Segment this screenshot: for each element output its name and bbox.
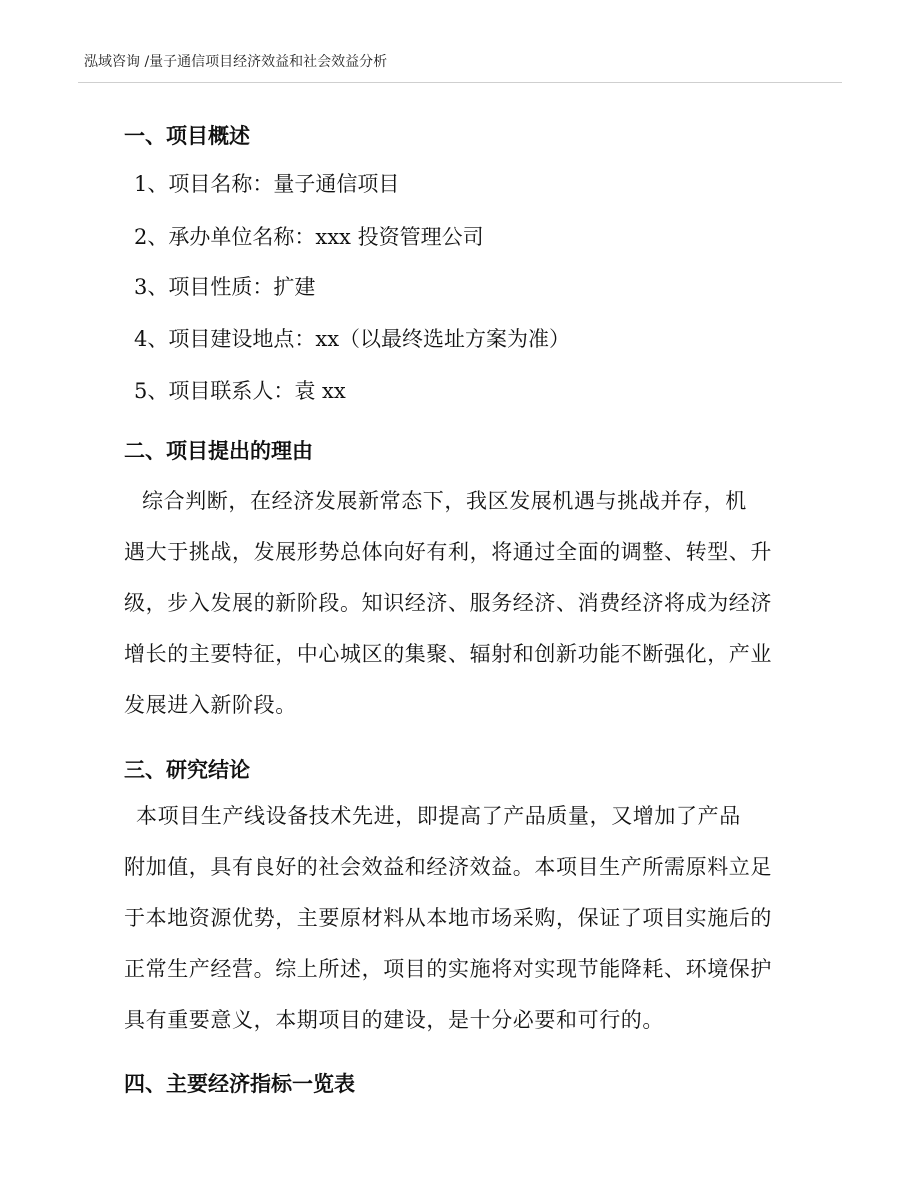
conclusion-line: 附加值，具有良好的社会效益和经济效益。本项目生产所需原料立足 — [124, 855, 772, 879]
section-heading-conclusion: 三、研究结论 — [124, 758, 250, 782]
running-header: 泓域咨询 /量子通信项目经济效益和社会效益分析 — [84, 54, 388, 70]
overview-item-contact: 5、项目联系人：袁 xx — [134, 379, 346, 403]
rationale-line: 级，步入发展的新阶段。知识经济、服务经济、消费经济将成为经济 — [124, 591, 772, 615]
overview-item-location: 4、项目建设地点：xx（以最终选址方案为准） — [134, 327, 571, 351]
conclusion-paragraph — [124, 791, 814, 1046]
conclusion-line: 正常生产经营。综上所述，项目的实施将对实现节能降耗、环境保护 — [124, 957, 772, 981]
section-heading-indicators: 四、主要经济指标一览表 — [124, 1072, 355, 1096]
rationale-line: 综合判断，在经济发展新常态下，我区发展机遇与挑战并存，机 — [142, 489, 747, 513]
header-divider — [78, 82, 842, 83]
conclusion-line: 具有重要意义，本期项目的建设，是十分必要和可行的。 — [124, 1008, 664, 1032]
conclusion-line: 于本地资源优势，主要原材料从本地市场采购，保证了项目实施后的 — [124, 906, 772, 930]
rationale-paragraph — [124, 476, 814, 731]
overview-item-company: 2、承办单位名称：xxx 投资管理公司 — [134, 225, 484, 249]
rationale-line: 发展进入新阶段。 — [124, 693, 297, 717]
conclusion-line: 本项目生产线设备技术先进，即提高了产品质量，又增加了产品 — [136, 804, 741, 828]
section-heading-rationale: 二、项目提出的理由 — [124, 439, 313, 463]
overview-item-name: 1、项目名称：量子通信项目 — [134, 172, 400, 196]
rationale-line: 增长的主要特征，中心城区的集聚、辐射和创新功能不断强化，产业 — [124, 642, 772, 666]
section-heading-overview: 一、项目概述 — [124, 124, 250, 148]
overview-item-nature: 3、项目性质：扩建 — [134, 275, 316, 299]
rationale-line: 遇大于挑战，发展形势总体向好有利，将通过全面的调整、转型、升 — [124, 540, 772, 564]
